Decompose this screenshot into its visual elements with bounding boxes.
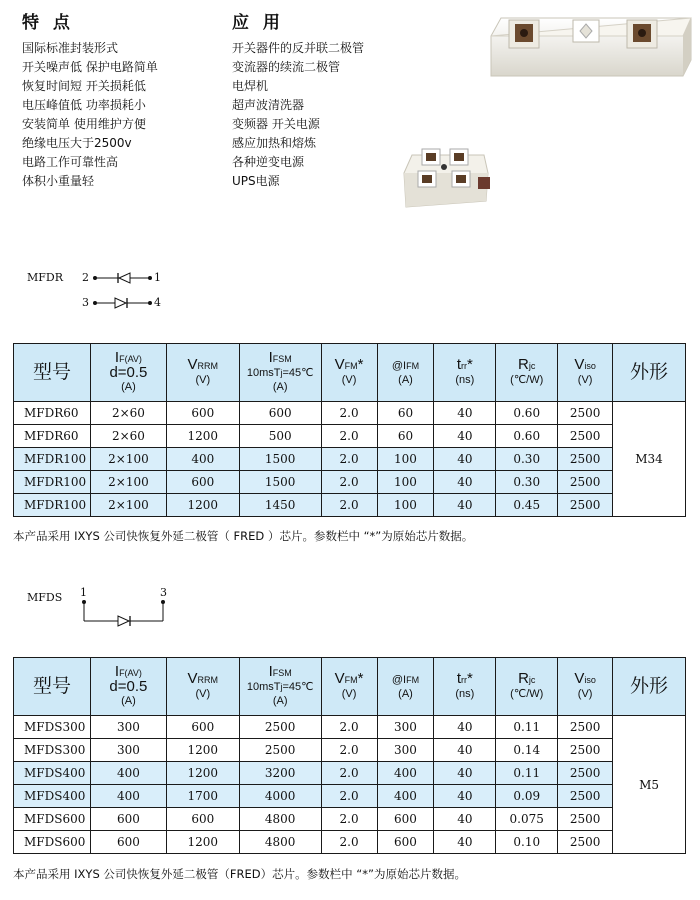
- applications-title: 应 用: [232, 13, 284, 33]
- cell-vfm: 2.0: [321, 448, 377, 471]
- cell-ifm: 400: [377, 762, 434, 785]
- table-row: [14, 425, 686, 448]
- cell-ifm: 300: [377, 716, 434, 739]
- cell-viso: 2500: [558, 808, 613, 831]
- cell-ifsm: 600: [239, 402, 321, 425]
- cell-if: 600: [90, 831, 166, 854]
- feature-item: 安装简单 使用维护方便: [22, 117, 146, 131]
- cell-rjc: 0.11: [496, 762, 558, 785]
- mfds-header-row: [14, 658, 686, 716]
- header-trr: trr* (ns): [434, 344, 496, 402]
- feature-item: 体积小重量轻: [22, 174, 95, 188]
- cell-ifm: 400: [377, 785, 434, 808]
- cell-ifsm: 4000: [239, 785, 321, 808]
- cell-if: 400: [90, 762, 166, 785]
- cell-viso: 2500: [558, 739, 613, 762]
- feature-item: 电路工作可靠性高: [22, 155, 119, 169]
- cell-ifsm: 500: [239, 425, 321, 448]
- table-row: [14, 494, 686, 517]
- cell-trr: 40: [434, 831, 496, 854]
- header-vrrm: VRRM (V): [166, 658, 239, 716]
- cell-vrrm: 1200: [166, 739, 239, 762]
- table-row: [14, 739, 686, 762]
- header-package: 外形: [613, 658, 686, 716]
- cell-trr: 40: [434, 425, 496, 448]
- pin-label: 1: [154, 271, 161, 284]
- cell-trr: 40: [434, 785, 496, 808]
- cell-rjc: 0.30: [496, 471, 558, 494]
- header-vfm: VFM* (V): [321, 344, 377, 402]
- cell-rjc: 0.14: [496, 739, 558, 762]
- mfds-diagram-label: MFDS: [27, 591, 63, 604]
- diode-pair-symbol: [82, 268, 172, 313]
- cell-trr: 40: [434, 808, 496, 831]
- cell-ifm: 60: [377, 402, 434, 425]
- mfdr-diagram-label: MFDR: [27, 271, 63, 284]
- header-viso: Viso (V): [558, 344, 613, 402]
- cell-ifsm: 3200: [239, 762, 321, 785]
- square-module-image: [398, 145, 493, 213]
- cell-vrrm: 1200: [166, 831, 239, 854]
- cell-trr: 40: [434, 448, 496, 471]
- cell-vrrm: 600: [166, 402, 239, 425]
- cell-rjc: 0.11: [496, 716, 558, 739]
- cell-viso: 2500: [558, 716, 613, 739]
- cell-vrrm: 600: [166, 808, 239, 831]
- application-item: 开关器件的反并联二极管: [232, 41, 365, 55]
- pin-label: 2: [82, 271, 89, 284]
- cell-vrrm: 600: [166, 716, 239, 739]
- pin-label: 3: [82, 296, 89, 309]
- cell-ifm: 100: [377, 448, 434, 471]
- cell-vfm: 2.0: [321, 494, 377, 517]
- feature-item: 恢复时间短 开关损耗低: [22, 79, 146, 93]
- application-item: 感应加热和熔炼: [232, 136, 317, 150]
- cell-vrrm: 1200: [166, 425, 239, 448]
- header-vfm: VFM* (V): [321, 658, 377, 716]
- header-model: 型号: [14, 658, 91, 716]
- application-item: UPS电源: [232, 174, 280, 188]
- cell-vfm: 2.0: [321, 425, 377, 448]
- cell-viso: 2500: [558, 471, 613, 494]
- header-at-ifm: @IFM (A): [377, 344, 434, 402]
- cell-model: MFDS300: [14, 739, 91, 762]
- cell-rjc: 0.10: [496, 831, 558, 854]
- application-item: 超声波清洗器: [232, 98, 305, 112]
- table-row: [14, 785, 686, 808]
- cell-if: 2×100: [90, 448, 166, 471]
- cell-model: MFDR60: [14, 402, 91, 425]
- cell-viso: 2500: [558, 785, 613, 808]
- cell-vfm: 2.0: [321, 471, 377, 494]
- cell-vfm: 2.0: [321, 402, 377, 425]
- cell-vrrm: 1700: [166, 785, 239, 808]
- cell-ifm: 100: [377, 471, 434, 494]
- cell-ifsm: 2500: [239, 739, 321, 762]
- cell-package: M34: [613, 402, 686, 517]
- cell-vfm: 2.0: [321, 716, 377, 739]
- long-module-image: [487, 14, 695, 80]
- cell-ifsm: 4800: [239, 831, 321, 854]
- features-title: 特 点: [22, 13, 74, 33]
- cell-ifsm: 4800: [239, 808, 321, 831]
- cell-viso: 2500: [558, 402, 613, 425]
- cell-ifsm: 1500: [239, 471, 321, 494]
- cell-vrrm: 400: [166, 448, 239, 471]
- header-rjc: Rjc (℃/W): [496, 658, 558, 716]
- cell-model: MFDR100: [14, 471, 91, 494]
- header-trr: trr* (ns): [434, 658, 496, 716]
- mfdr-footnote: 本产品采用 IXYS 公司快恢复外延二极管（ FRED ）芯片。参数栏中 “*”为原始芯片数据。: [13, 529, 474, 543]
- table-row: [14, 448, 686, 471]
- cell-rjc: 0.60: [496, 402, 558, 425]
- header-ifsm: IFSM 10msTj=45℃ (A): [239, 344, 321, 402]
- cell-if: 300: [90, 739, 166, 762]
- table-row: [14, 471, 686, 494]
- cell-trr: 40: [434, 716, 496, 739]
- cell-rjc: 0.45: [496, 494, 558, 517]
- cell-ifsm: 2500: [239, 716, 321, 739]
- cell-if: 300: [90, 716, 166, 739]
- cell-ifm: 300: [377, 739, 434, 762]
- cell-model: MFDR100: [14, 494, 91, 517]
- cell-vfm: 2.0: [321, 739, 377, 762]
- cell-viso: 2500: [558, 448, 613, 471]
- features-section: [22, 8, 158, 191]
- mfds-schematic: [78, 586, 173, 631]
- cell-vrrm: 1200: [166, 762, 239, 785]
- cell-viso: 2500: [558, 831, 613, 854]
- header-package: 外形: [613, 344, 686, 402]
- mfdr-header-row: [14, 344, 686, 402]
- pin-label: 3: [160, 586, 167, 599]
- cell-ifm: 600: [377, 831, 434, 854]
- cell-ifsm: 1500: [239, 448, 321, 471]
- cell-vfm: 2.0: [321, 808, 377, 831]
- cell-viso: 2500: [558, 494, 613, 517]
- cell-ifsm: 1450: [239, 494, 321, 517]
- application-item: 电焊机: [232, 79, 269, 93]
- cell-trr: 40: [434, 762, 496, 785]
- cell-vfm: 2.0: [321, 762, 377, 785]
- cell-viso: 2500: [558, 425, 613, 448]
- cell-if: 2×100: [90, 471, 166, 494]
- cell-package: M5: [613, 716, 686, 854]
- cell-rjc: 0.09: [496, 785, 558, 808]
- cell-trr: 40: [434, 402, 496, 425]
- features-list: [22, 39, 158, 191]
- application-item: 各种逆变电源: [232, 155, 305, 169]
- header-model: 型号: [14, 344, 91, 402]
- feature-item: 电压峰值低 功率损耗小: [22, 98, 146, 112]
- header-at-ifm: @IFM (A): [377, 658, 434, 716]
- header-if-av: IF(AV) d=0.5 (A): [90, 658, 166, 716]
- table-row: [14, 402, 686, 425]
- single-diode-symbol: [78, 586, 173, 631]
- table-row: [14, 808, 686, 831]
- cell-vrrm: 1200: [166, 494, 239, 517]
- feature-item: 开关噪声低 保护电路简单: [22, 60, 158, 74]
- cell-trr: 40: [434, 471, 496, 494]
- cell-model: MFDS400: [14, 762, 91, 785]
- application-item: 变频器 开关电源: [232, 117, 320, 131]
- cell-trr: 40: [434, 494, 496, 517]
- cell-viso: 2500: [558, 762, 613, 785]
- header-rjc: Rjc (℃/W): [496, 344, 558, 402]
- table-row: [14, 716, 686, 739]
- cell-if: 2×60: [90, 402, 166, 425]
- feature-item: 绝缘电压大于2500v: [22, 136, 132, 150]
- cell-rjc: 0.30: [496, 448, 558, 471]
- header-ifsm: IFSM 10msTj=45℃ (A): [239, 658, 321, 716]
- header-viso: Viso (V): [558, 658, 613, 716]
- feature-item: 国际标准封装形式: [22, 41, 119, 55]
- cell-ifm: 100: [377, 494, 434, 517]
- cell-ifm: 600: [377, 808, 434, 831]
- cell-rjc: 0.60: [496, 425, 558, 448]
- cell-ifm: 60: [377, 425, 434, 448]
- table-row: [14, 762, 686, 785]
- cell-model: MFDS600: [14, 831, 91, 854]
- mfdr-spec-table: [13, 343, 686, 517]
- header-vrrm: VRRM (V): [166, 344, 239, 402]
- pin-label: 4: [154, 296, 161, 309]
- applications-section: [232, 8, 364, 191]
- cell-vrrm: 600: [166, 471, 239, 494]
- cell-model: MFDR100: [14, 448, 91, 471]
- applications-list: [232, 39, 364, 191]
- cell-model: MFDR60: [14, 425, 91, 448]
- cell-vfm: 2.0: [321, 831, 377, 854]
- cell-if: 600: [90, 808, 166, 831]
- mfdr-schematic: [82, 268, 172, 313]
- cell-if: 400: [90, 785, 166, 808]
- cell-if: 2×60: [90, 425, 166, 448]
- cell-trr: 40: [434, 739, 496, 762]
- cell-model: MFDS300: [14, 716, 91, 739]
- mfds-footnote: 本产品采用 IXYS 公司快恢复外延二极管（FRED）芯片。参数栏中 “*”为原始芯片数据。: [13, 867, 466, 881]
- application-item: 变流器的续流二极管: [232, 60, 341, 74]
- table-row: [14, 831, 686, 854]
- cell-model: MFDS600: [14, 808, 91, 831]
- cell-vfm: 2.0: [321, 785, 377, 808]
- mfds-spec-table: [13, 657, 686, 854]
- cell-if: 2×100: [90, 494, 166, 517]
- cell-rjc: 0.075: [496, 808, 558, 831]
- cell-model: MFDS400: [14, 785, 91, 808]
- header-if-av: IF(AV) d=0.5 (A): [90, 344, 166, 402]
- pin-label: 1: [80, 586, 87, 599]
